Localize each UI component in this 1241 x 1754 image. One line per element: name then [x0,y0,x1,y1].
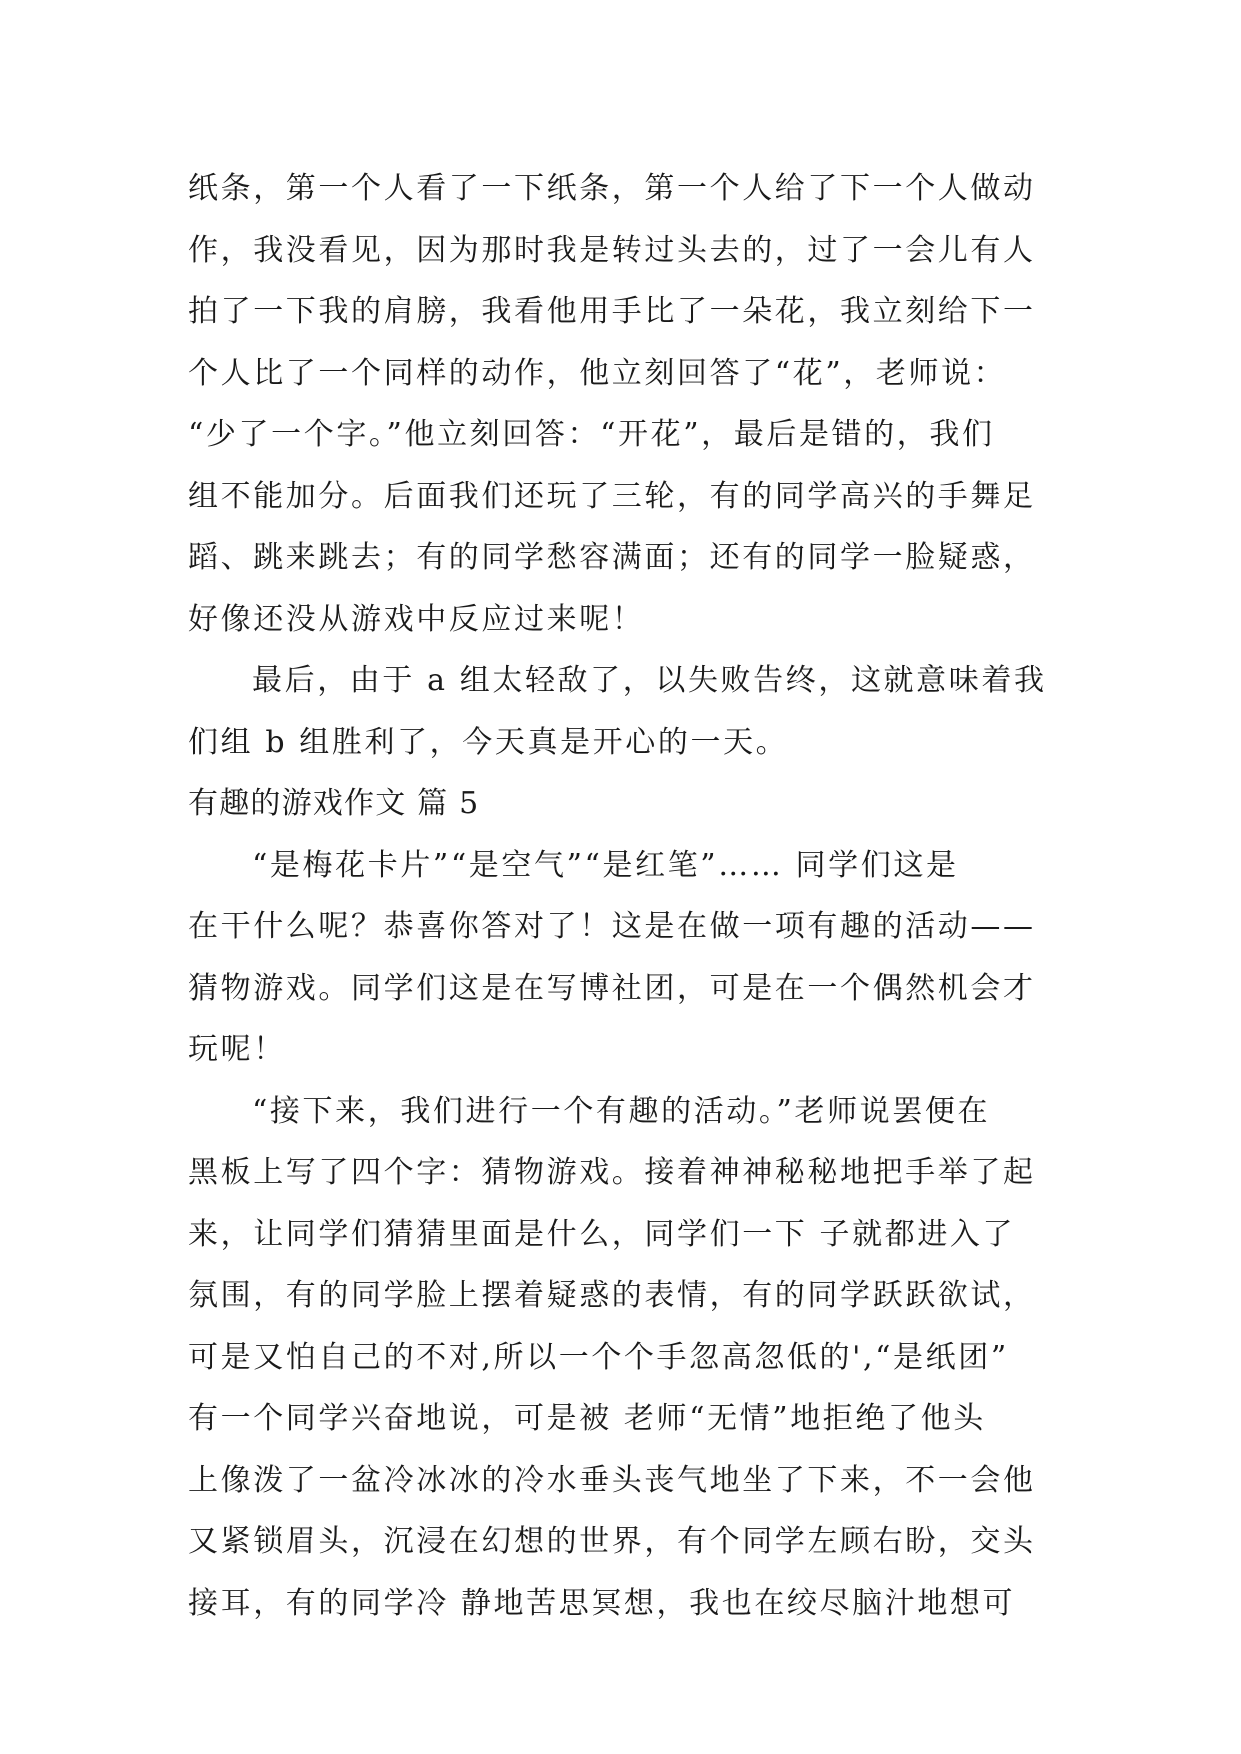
body-line: “少了一个字。”他立刻回答：“开花”，最后是错的，我们 [188,417,995,452]
section-heading: 有趣的游戏作文 篇 5 [188,786,480,821]
body-line: “接下来，我们进行一个有趣的活动。”老师说罢便在 [252,1093,991,1129]
body-line: 纸条，第一个人看了一下纸条，第一个人给了下一个人做动 [188,171,1036,206]
body-line: 可是又怕自己的不对,所以一个个手忽高忽低的',“是纸团” [188,1339,1009,1375]
body-line: “是梅花卡片”“是空气”“是红笔”…… 同学们这是 [252,847,959,883]
body-line: 在干什么呢？恭喜你答对了！这是在做一项有趣的活动—— [188,909,1036,944]
body-line: 黑板上写了四个字：猜物游戏。接着神神秘秘地把手举了起 [188,1155,1036,1190]
body-line: 上像泼了一盆冷冰冰的冷水垂头丧气地坐了下来，不一会他 [188,1462,1036,1498]
body-line: 个人比了一个同样的动作，他立刻回答了“花”，老师说： [188,355,1007,391]
body-line: 们组 b 组胜利了，今天真是开心的一天。 [188,724,789,760]
body-line: 组不能加分。后面我们还玩了三轮，有的同学高兴的手舞足 [188,478,1036,514]
body-line: 有一个同学兴奋地说，可是被 老师“无情”地拒绝了他头 [188,1401,986,1436]
body-line: 猜物游戏。同学们这是在写博社团，可是在一个偶然机会才 [188,970,1036,1006]
body-line: 拍了一下我的肩膀，我看他用手比了一朵花，我立刻给下一 [188,294,1036,329]
body-line: 接耳，有的同学冷 静地苦思冥想，我也在绞尽脑汁地想可 [188,1585,1016,1621]
body-line: 作，我没看见，因为那时我是转过头去的，过了一会儿有人 [188,232,1036,268]
body-line: 又紧锁眉头，沉浸在幻想的世界，有个同学左顾右盼，交头 [188,1524,1036,1559]
body-line: 最后，由于 a 组太轻敌了，以失败告终，这就意味着我 [252,663,1047,698]
essay-body [188,158,1048,1634]
body-line: 氛围，有的同学脸上摆着疑惑的表情，有的同学跃跃欲试， [188,1278,1036,1313]
body-line: 好像还没从游戏中反应过来呢！ [188,601,645,637]
body-line: 来，让同学们猜猜里面是什么，同学们一下 子就都进入了 [188,1216,1016,1252]
body-line: 蹈、跳来跳去；有的同学愁容满面；还有的同学一脸疑惑， [188,540,1036,575]
body-line: 玩呢！ [188,1032,286,1067]
